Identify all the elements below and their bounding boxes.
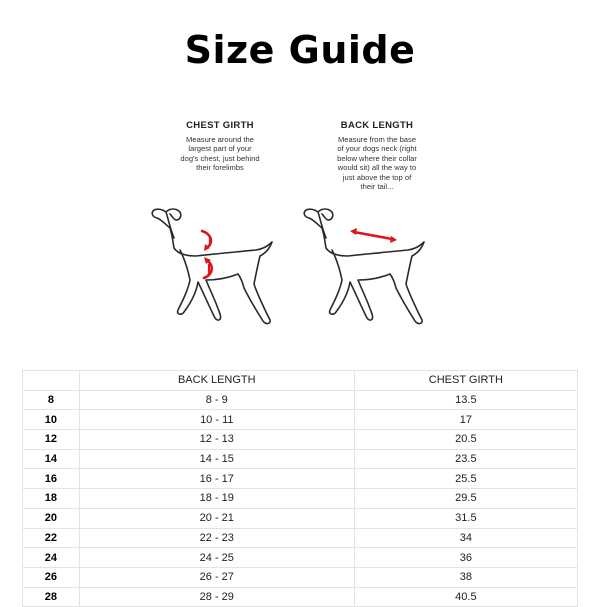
back-length-line: just above the top of <box>342 172 412 182</box>
chest-girth-line: their forelimbs <box>196 163 244 173</box>
size-cell: 24 <box>23 548 80 568</box>
chest-girth-heading: CHEST GIRTH <box>186 120 254 131</box>
table-row <box>23 430 578 450</box>
chest-girth-column-header: CHEST GIRTH <box>354 371 577 391</box>
back-length-line: Measure from the base <box>337 135 417 144</box>
back-length-cell: 24 - 25 <box>79 548 354 568</box>
back-length-column-header: BACK LENGTH <box>79 371 354 391</box>
size-cell: 20 <box>23 508 80 528</box>
table-row <box>23 469 578 489</box>
chest-girth-cell: 25.5 <box>354 469 577 489</box>
back-length-cell: 12 - 13 <box>79 430 354 450</box>
size-cell: 8 <box>23 390 80 410</box>
chest-girth-description <box>145 135 295 173</box>
chest-girth-cell: 29.5 <box>354 489 577 509</box>
back-length-line: their tail... <box>360 182 394 192</box>
size-table-body <box>23 390 578 607</box>
back-length-line: would sit) all the way to <box>337 163 417 173</box>
table-row <box>23 508 578 528</box>
chest-girth-cell: 20.5 <box>354 430 577 450</box>
size-cell: 26 <box>23 567 80 587</box>
chest-girth-cell: 36 <box>354 548 577 568</box>
chest-girth-cell: 38 <box>354 567 577 587</box>
back-length-heading: BACK LENGTH <box>340 120 414 131</box>
page-title: Size Guide <box>184 28 416 72</box>
size-cell: 28 <box>23 587 80 607</box>
back-length-cell: 26 - 27 <box>79 567 354 587</box>
chest-girth-cell: 23.5 <box>354 449 577 469</box>
chest-girth-cell: 40.5 <box>354 587 577 607</box>
table-row <box>23 587 578 607</box>
back-length-cell: 10 - 11 <box>79 410 354 430</box>
back-length-description <box>302 135 452 191</box>
back-length-panel <box>302 120 452 191</box>
table-row <box>23 410 578 430</box>
back-measure-arrow <box>350 228 397 243</box>
chest-girth-line: Measure around the <box>186 135 254 144</box>
size-cell: 18 <box>23 489 80 509</box>
size-cell: 14 <box>23 449 80 469</box>
dog-chest-girth-illustration <box>148 198 288 333</box>
chest-girth-cell: 34 <box>354 528 577 548</box>
chest-girth-cell: 13.5 <box>354 390 577 410</box>
chest-girth-cell: 17 <box>354 410 577 430</box>
table-row <box>23 489 578 509</box>
chest-girth-line: dog's chest, just behind <box>180 153 260 163</box>
size-cell: 12 <box>23 430 80 450</box>
table-row <box>23 390 578 410</box>
chest-girth-cell: 31.5 <box>354 508 577 528</box>
size-cell: 10 <box>23 410 80 430</box>
back-length-line: below where their collar <box>337 153 417 163</box>
size-cell: 16 <box>23 469 80 489</box>
dog-outline <box>304 209 424 324</box>
table-header-row <box>23 371 578 391</box>
size-table <box>22 370 578 607</box>
table-row <box>23 528 578 548</box>
dog-back-length-illustration <box>300 198 440 333</box>
table-row <box>23 449 578 469</box>
back-length-cell: 20 - 21 <box>79 508 354 528</box>
table-row <box>23 567 578 587</box>
chest-girth-line: largest part of your <box>188 144 252 154</box>
back-length-line: of your dogs neck (right <box>337 144 417 154</box>
back-length-cell: 8 - 9 <box>79 390 354 410</box>
back-length-cell: 18 - 19 <box>79 489 354 509</box>
back-length-cell: 28 - 29 <box>79 587 354 607</box>
chest-girth-panel <box>145 120 295 173</box>
table-row <box>23 548 578 568</box>
back-length-cell: 16 - 17 <box>79 469 354 489</box>
back-length-cell: 22 - 23 <box>79 528 354 548</box>
back-length-cell: 14 - 15 <box>79 449 354 469</box>
size-column-header <box>23 371 80 391</box>
size-cell: 22 <box>23 528 80 548</box>
